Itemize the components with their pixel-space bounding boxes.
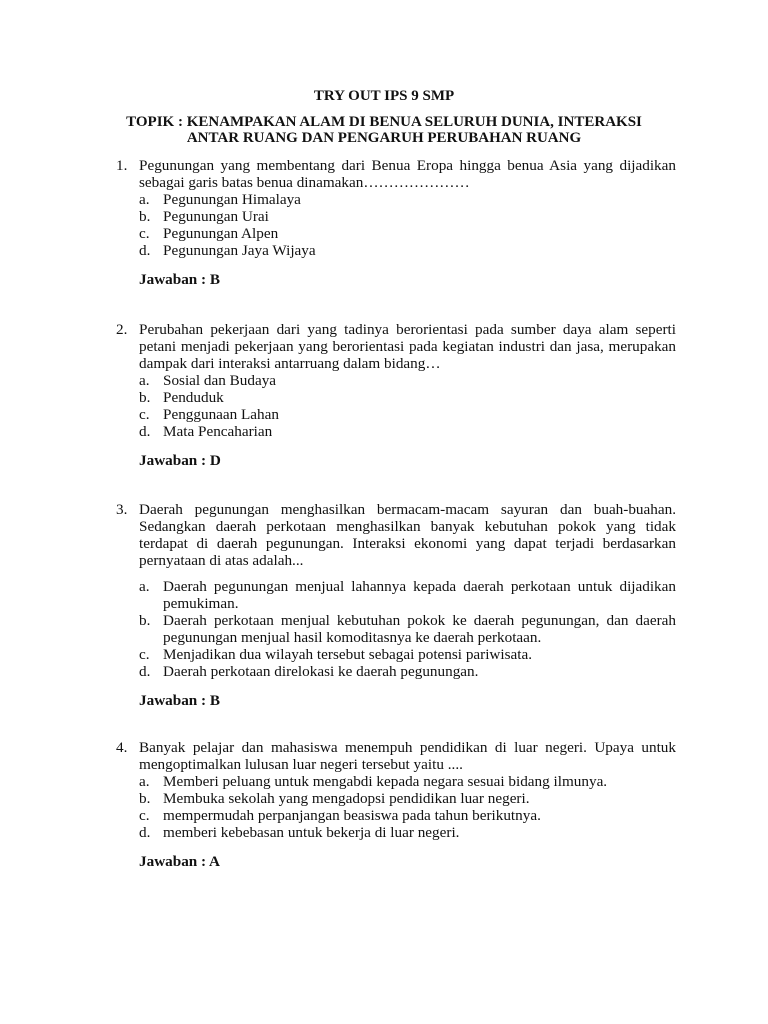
option-item xyxy=(139,807,676,824)
option-letter: c. xyxy=(139,406,150,423)
option-text: Daerah pegunungan menjual lahannya kepada daerah perkotaan untuk dijadikan pemukiman. xyxy=(163,578,676,612)
option-letter: d. xyxy=(139,824,151,841)
option-letter: d. xyxy=(139,663,151,680)
option-item xyxy=(139,208,676,225)
question-number: 4. xyxy=(116,739,128,756)
option-letter: b. xyxy=(139,612,151,629)
answer-key: Jawaban : B xyxy=(139,271,221,288)
option-letter: a. xyxy=(139,191,150,208)
question-4 xyxy=(116,739,676,870)
option-letter: b. xyxy=(139,790,151,807)
option-letter: b. xyxy=(139,389,151,406)
question-number: 3. xyxy=(116,501,128,518)
option-text: Daerah perkotaan menjual kebutuhan pokok ke daerah pegunungan, dan daerah pegunungan menjual hasil komoditasnya ke daerah perkotaan. xyxy=(163,612,676,646)
option-text: Pegunungan Urai xyxy=(163,208,269,225)
option-letter: d. xyxy=(139,423,151,440)
option-item xyxy=(139,612,676,646)
question-number: 1. xyxy=(116,157,128,174)
option-item xyxy=(139,242,676,259)
option-item xyxy=(139,389,676,406)
option-letter: c. xyxy=(139,807,150,824)
option-list xyxy=(116,773,676,841)
question-text: Pegunungan yang membentang dari Benua Eropa hingga benua Asia yang dijadikan sebagai garis batas benua dinamakan………………… xyxy=(139,157,676,191)
topic-line-2: ANTAR RUANG DAN PENGARUH PERUBAHAN RUANG xyxy=(186,130,582,146)
option-item xyxy=(139,578,676,612)
option-text: Mata Pencaharian xyxy=(163,423,273,440)
question-text: Banyak pelajar dan mahasiswa menempuh pendidikan di luar negeri. Upaya untuk mengoptimalkan lulusan luar negeri tersebut yaitu .... xyxy=(139,739,676,773)
option-list xyxy=(116,578,676,680)
topic-line-1: TOPIK : KENAMPAKAN ALAM DI BENUA SELURUH DUNIA, INTERAKSI xyxy=(126,114,642,130)
answer-key: Jawaban : B xyxy=(139,692,221,709)
option-text: Penduduk xyxy=(163,389,224,406)
option-text: Pegunungan Himalaya xyxy=(163,191,301,208)
option-text: Memberi peluang untuk mengabdi kepada negara sesuai bidang ilmunya. xyxy=(163,773,608,790)
option-letter: a. xyxy=(139,578,150,595)
option-item xyxy=(139,406,676,423)
option-letter: b. xyxy=(139,208,151,225)
question-stem xyxy=(116,157,676,191)
option-text: memberi kebebasan untuk bekerja di luar negeri. xyxy=(163,824,460,841)
option-text: Pegunungan Jaya Wijaya xyxy=(163,242,316,259)
document-title: TRY OUT IPS 9 SMP xyxy=(313,88,455,104)
option-list xyxy=(116,372,676,440)
question-number: 2. xyxy=(116,321,128,338)
option-item xyxy=(139,372,676,389)
document-topic xyxy=(110,114,658,146)
question-text: Daerah pegunungan menghasilkan bermacam-macam sayuran dan buah-buahan. Sedangkan daerah perkotaan menghasilkan banyak kebutuhan pokok yang tidak terdapat di daerah pegunungan. Interaksi ekonomi yang dapat terjadi berdasarkan pernyataan di atas adalah... xyxy=(139,501,676,569)
option-item xyxy=(139,225,676,242)
option-letter: c. xyxy=(139,646,150,663)
option-text: Membuka sekolah yang mengadopsi pendidikan luar negeri. xyxy=(163,790,530,807)
option-letter: c. xyxy=(139,225,150,242)
option-item xyxy=(139,790,676,807)
option-text: Pegunungan Alpen xyxy=(163,225,279,242)
answer-key: Jawaban : A xyxy=(139,853,221,870)
option-item xyxy=(139,773,676,790)
option-item xyxy=(139,824,676,841)
question-stem xyxy=(116,739,676,773)
question-2 xyxy=(116,321,676,469)
option-letter: a. xyxy=(139,773,150,790)
option-text: Sosial dan Budaya xyxy=(163,372,277,389)
option-text: Menjadikan dua wilayah tersebut sebagai potensi pariwisata. xyxy=(163,646,533,663)
option-letter: d. xyxy=(139,242,151,259)
option-list xyxy=(116,191,676,259)
option-text: mempermudah perpanjangan beasiswa pada tahun berikutnya. xyxy=(163,807,541,824)
option-text: Penggunaan Lahan xyxy=(163,406,279,423)
option-item xyxy=(139,646,676,663)
question-3 xyxy=(116,501,676,709)
question-stem xyxy=(116,321,676,372)
option-text: Daerah perkotaan direlokasi ke daerah pegunungan. xyxy=(163,663,479,680)
option-item xyxy=(139,191,676,208)
question-1 xyxy=(116,157,676,288)
question-stem xyxy=(116,501,676,569)
option-letter: a. xyxy=(139,372,150,389)
question-text: Perubahan pekerjaan dari yang tadinya berorientasi pada sumber daya alam seperti petani menjadi pekerjaan yang berorientasi pada kegiatan industri dan jasa, merupakan dampak dari interaksi antarruang dalam bidang… xyxy=(139,321,676,372)
option-item xyxy=(139,423,676,440)
option-item xyxy=(139,663,676,680)
answer-key: Jawaban : D xyxy=(139,452,221,469)
